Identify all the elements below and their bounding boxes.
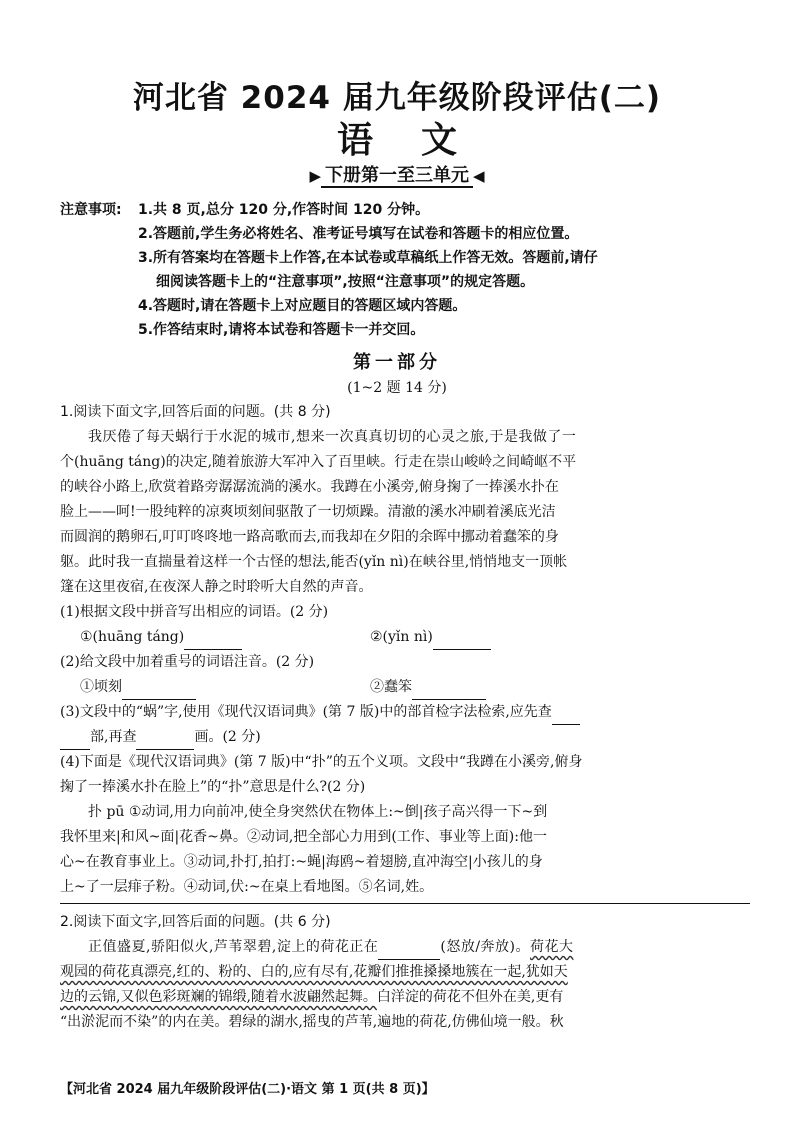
passage-line [60,935,750,960]
passage-text: (怒放/奔放)。 [440,939,530,955]
sub-question-3 [60,700,750,725]
passage-line: 的峡谷小路上,欣赏着路旁潺潺流淌的溪水。我蹲在小溪旁,俯身掬了一捧溪水扑在 [60,479,559,495]
page-footer: 【河北省 2024 届九年级阶段评估(二)·语文 第 1 页(共 8 页)】 [60,1082,435,1097]
unit-range [0,161,794,187]
sub-question-1-options [60,625,750,650]
sub-question-3-text-b: 部,再查 [90,729,137,745]
passage-line: 脸上——呵!一股纯粹的凉爽顷刻间驱散了一切烦躁。清澈的溪水冲刷着溪底光洁 [60,504,556,520]
option-a-text: ①顷刻 [80,679,122,695]
option-b [370,675,660,700]
answer-blank[interactable] [122,681,196,700]
sub-question-4: (4)下面是《现代汉语词典》(第 7 版)中“扑”的五个义项。文段中“我蹲在小溪旁,俯身 [60,754,583,770]
dictionary-entry-line: 我怀里来|和风~面|花香~鼻。②动词,把全部心力用到(工作、事业等上面):他一 [60,829,547,845]
passage-text: 正值盛夏,骄阳似火,芦苇翠碧,淀上的荷花正在 [88,939,379,955]
notes-item: 4.答题时,请在答题卡上对应题目的答题区域内答题。 [138,298,467,314]
wavy-underlined-text: 荷花大 [530,939,574,955]
passage-line: 而圆润的鹅卵石,叮叮咚咚地一路高歌而去,而我却在夕阳的余晖中挪动着蠢笨的身 [60,529,559,545]
answer-blank[interactable] [60,731,90,750]
notes-label: 注意事项: [60,202,122,218]
passage-line: “出淤泥而不染”的内在美。碧绿的湖水,摇曳的芦苇,遍地的荷花,仿佛仙境一般。秋 [60,1014,564,1030]
notes-item: 5.作答结束时,请将本试卷和答题卡一并交回。 [138,322,425,338]
answer-blank[interactable] [552,706,580,725]
answer-blank[interactable] [378,941,440,960]
question-2-head: 2.阅读下面文字,回答后面的问题。(共 6 分) [60,914,331,930]
answer-blank[interactable] [412,681,486,700]
sub-question-3-text: (3)文段中的“蜗”字,使用《现代汉语词典》(第 7 版)中的部首检字法检索,应先查 [60,704,552,720]
sub-question-2: (2)给文段中加着重号的词语注音。(2 分) [60,654,315,670]
passage-line: 篷在这里夜宿,在夜深人静之时聆听大自然的声音。 [60,579,373,595]
passage-line: 个(huāng táng)的决定,随着旅游大军冲入了百里峡。行走在崇山峻岭之间崎岖不平 [60,454,577,470]
sub-question-2-options [60,675,750,700]
part-subtitle: (1~2 题 14 分) [347,380,447,396]
notes-row [60,294,740,318]
notes-row [60,198,740,222]
notes-item: 2.答题前,学生务必将姓名、准考证号填写在试卷和答题卡的相应位置。 [138,226,579,242]
triangle-right-icon: ▶ [309,167,321,185]
passage-line: 我厌倦了每天蜗行于水泥的城市,想来一次真真切切的心灵之旅,于是我做了一 [88,429,577,445]
divider-line [60,903,750,904]
part-title: 第一部分 [353,352,441,373]
option-a [80,675,370,700]
notes-item: 3.所有答案均在答题卡上作答,在本试卷或草稿纸上作答无效。答题前,请仔 [138,250,598,266]
notes-item: 细阅读答题卡上的“注意事项”,按照“注意事项”的规定答题。 [156,274,535,290]
notes-indent [60,318,138,342]
passage-text: 白洋淀的荷花不但外在美,更有 [376,989,564,1005]
notes-item: 1.共 8 页,总分 120 分,作答时间 120 分钟。 [138,202,430,218]
notes-section [60,198,740,342]
dictionary-entry: 扑 pū ①动词,用力向前冲,使全身突然伏在物体上:~倒|孩子高兴得一下~到 [88,804,548,820]
triangle-left-icon: ◀ [473,167,485,185]
exam-title: 河北省 2024 届九年级阶段评估(二) [132,80,662,116]
subject-title: 语文 [336,120,505,161]
notes-row [60,246,740,270]
question-1-head: 1.阅读下面文字,回答后面的问题。(共 8 分) [60,404,331,420]
wavy-underlined-line: 观园的荷花真漂亮,红的、粉的、白的,应有尽有,花瓣们推推搡搡地簇在一起,犹如天 [60,964,568,980]
notes-indent [60,222,138,246]
answer-blank[interactable] [433,631,491,650]
option-b-text: ②(yǐn nì) [370,629,433,645]
answer-blank[interactable] [136,731,194,750]
passage-line [60,985,750,1010]
notes-row [60,222,740,246]
sub-question-3-text-c: 画。(2 分) [194,729,261,745]
notes-indent [60,246,138,270]
dictionary-entry-line: 上~了一层痱子粉。④动词,伏:~在桌上看地图。⑤名词,姓。 [60,879,434,895]
sub-question-1: (1)根据文段中拼音写出相应的词语。(2 分) [60,604,329,620]
option-b-text: ②蠢笨 [370,679,412,695]
sub-question-4-cont: 掬了一捧溪水扑在脸上”的“扑”意思是什么?(2 分) [60,779,366,795]
passage-line: 躯。此时我一直揣量着这样一个古怪的想法,能否(yǐn nì)在峡谷里,悄悄地支一顶帐 [60,554,568,570]
unit-range-text: 下册第一至三单元 [321,165,473,188]
option-a-text: ①(huāng táng) [80,629,185,645]
option-a [80,625,370,650]
dictionary-entry-line: 心~在教育事业上。③动词,扑打,拍打:~蝇|海鸥~着翅膀,直冲海空|小孩儿的身 [60,854,543,870]
option-b [370,625,660,650]
question-1 [60,400,750,900]
wavy-underlined-text: 边的云锦,又似色彩斑斓的锦缎,随着水波翩然起舞。 [60,989,377,1005]
notes-indent [60,294,138,318]
sub-question-3-cont [60,725,750,750]
answer-blank[interactable] [184,631,242,650]
notes-row [60,318,740,342]
question-2 [60,910,750,1035]
